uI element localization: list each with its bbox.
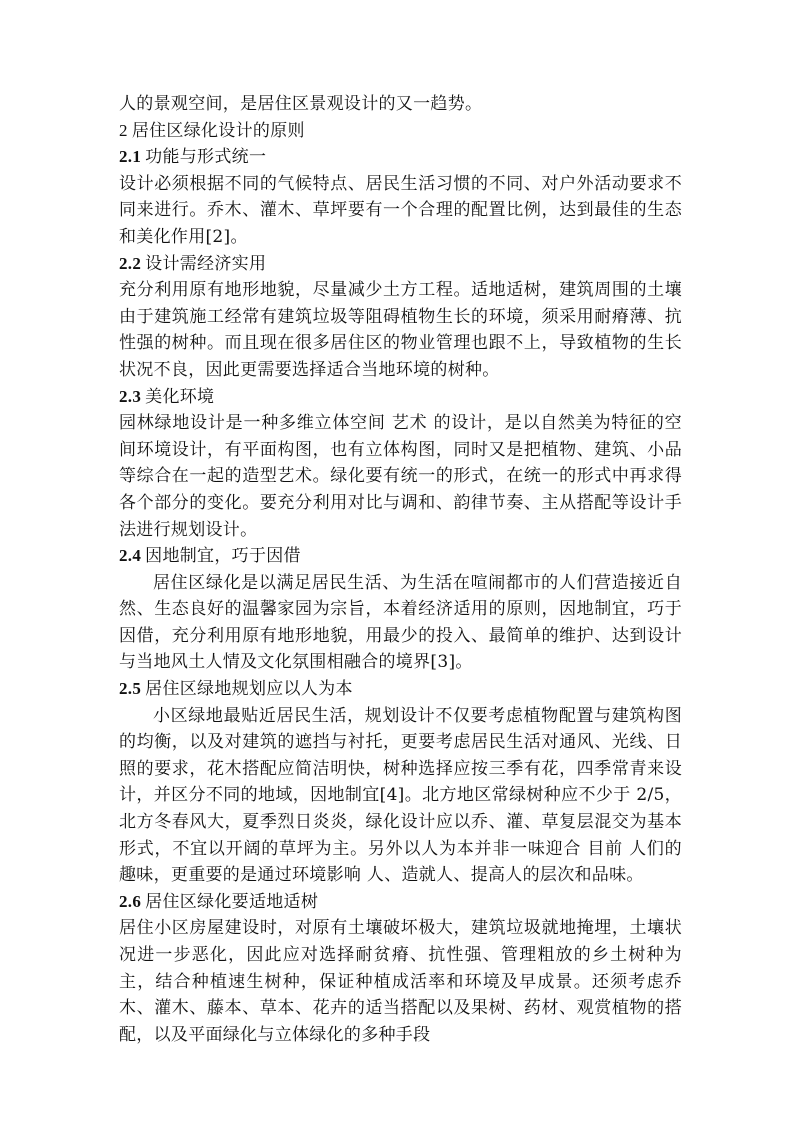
- body-paragraph: 小区绿地最贴近居民生活，规划设计不仅要考虑植物配置与建筑构图的均衡，以及对建筑的遮挡与衬托，更要考虑居民生活对通风、光线、日照的要求，花木搭配应简洁明快，树种选择应按三季有花，四季常青来设计，并区分不同的地域，因地制宜[4]。北方地区常绿树种应不少于 2/5，北方冬春风大，夏季烈日炎炎，绿化设计应以乔、灌、草复层混交为基本形式，不宜以开阔的草坪为主。另外以人为本并非一味迎合 目前 人们的趣味，更重要的是通过环境影响 人、造就人、提高人的层次和品味。: [119, 705, 682, 886]
- section-heading: [119, 676, 682, 703]
- section-number: 2.5: [119, 679, 142, 699]
- body-paragraph: 居住小区房屋建设时，对原有土壤破坏极大，建筑垃圾就地掩埋，土壤状况进一步恶化，因此应对选择耐贫瘠、抗性强、管理粗放的乡土树种为主，结合种植速生树种，保证种植成活率和环境及早成景。还须考虑乔木、灌木、藤本、草本、花卉的适当搭配以及果树、药材、观赏植物的搭配，以及平面绿化与立体绿化的多种手段: [119, 918, 682, 1045]
- body-paragraph: 居住区绿化是以满足居民生活、为生活在喧闹都市的人们营造接近自然、生态良好的温馨家园为宗旨，本着经济适用的原则，因地制宜，巧于因借，充分利用原有地形地貌，用最少的投入、最简单的维护、达到设计与当地风土人情及文化氛围相融合的境界[3]。: [119, 572, 682, 673]
- section-title: 设计需经济实用: [145, 253, 267, 274]
- section-heading: [119, 543, 682, 570]
- body-paragraph: 人的景观空间，是居住区景观设计的又一趋势。: [119, 94, 483, 114]
- body-paragraph: 充分利用原有地形地貌，尽量减少土方工程。适地适树，建筑周围的土壤由于建筑施工经常有建筑垃圾等阻碍植物生长的环境，须采用耐瘠薄、抗性强的树种。而且现在很多居住区的物业管理也跟不上，导致植物的生长状况不良，因此更需要选择适合当地环境的树种。: [119, 280, 682, 380]
- section-title: 因地制宜，巧于因借: [145, 546, 301, 567]
- section-number: 2: [119, 120, 128, 140]
- section-number: 2.1: [119, 147, 142, 167]
- section-heading: [119, 144, 682, 171]
- document-body: [119, 91, 682, 1048]
- body-paragraph: 设计必须根据不同的气候特点、居民生活习惯的不同、对户外活动要求不同来进行。乔木、灌木、草坪要有一个合理的配置比例，达到最佳的生态和美化作用[2]。: [119, 173, 682, 247]
- section-heading: [119, 889, 682, 916]
- section-title: 居住区绿地规划应以人为本: [145, 679, 353, 700]
- section-number: 2.4: [119, 546, 142, 566]
- section-title: 居住区绿化要适地适树: [145, 891, 319, 912]
- section-heading: [119, 384, 682, 411]
- section-heading: [119, 251, 682, 278]
- body-paragraph: 园林绿地设计是一种多维立体空间 艺术 的设计，是以自然美为特征的空间环境设计，有平面构图，也有立体构图，同时又是把植物、建筑、小品等综合在一起的造型艺术。绿化要有统一的形式，在统一的形式中再求得各个部分的变化。要充分利用对比与调和、韵律节奏、主从搭配等设计手法进行规划设计。: [119, 413, 682, 540]
- section-number: 2.3: [119, 386, 142, 406]
- section-number: 2.2: [119, 253, 142, 273]
- section-number: 2.6: [119, 891, 142, 911]
- section-title: 美化环境: [145, 386, 215, 407]
- section-title: 功能与形式统一: [145, 147, 267, 168]
- section-title: 居住区绿化设计的原则: [131, 120, 305, 141]
- section-heading: [119, 118, 682, 145]
